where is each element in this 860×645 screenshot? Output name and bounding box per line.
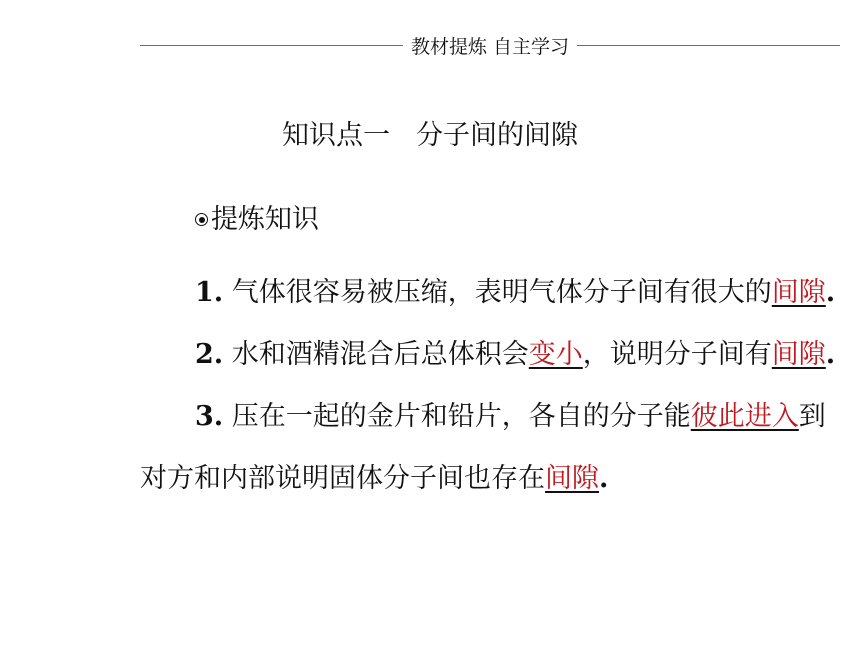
item-text: 气体很容易被压缩，表明气体分子间有很大的 xyxy=(223,277,772,308)
item-period: . xyxy=(825,277,836,308)
answer-blank: 变小 xyxy=(528,339,583,370)
item-text: 到 xyxy=(798,401,826,432)
bullet-icon xyxy=(195,213,208,226)
item-text: 压在一起的金片和铅片，各自的分子能 xyxy=(223,401,691,432)
answer-blank: 间隙 xyxy=(771,339,826,370)
item-number: 1. xyxy=(195,277,224,308)
list-item-3 xyxy=(195,394,826,433)
header-title: 教材提炼 自主学习 xyxy=(410,35,570,58)
answer-blank: 间隙 xyxy=(771,277,826,308)
item-period: . xyxy=(599,463,609,494)
list-item-2 xyxy=(195,332,835,371)
list-item-1 xyxy=(195,270,835,309)
header-rule-left xyxy=(140,45,403,46)
section-title-part2: 分子间的间隙 xyxy=(416,120,578,151)
item-text: 水和酒精混合后总体积会 xyxy=(223,339,529,370)
subhead xyxy=(195,197,319,236)
subhead-label: 提炼知识 xyxy=(211,204,319,235)
item-number: 3. xyxy=(195,401,224,432)
list-item-3-continued xyxy=(140,456,608,495)
item-text: 对方和内部说明固体分子间也存在 xyxy=(140,463,545,494)
answer-blank: 间隙 xyxy=(545,463,599,494)
section-title-part1: 知识点一 xyxy=(282,120,390,151)
item-text: ，说明分子间有 xyxy=(582,339,772,370)
item-number: 2. xyxy=(195,339,224,370)
header xyxy=(140,28,840,62)
header-rule-right xyxy=(577,45,840,46)
answer-blank: 彼此进入 xyxy=(690,401,799,432)
item-period: . xyxy=(825,339,836,370)
section-title xyxy=(0,113,860,152)
